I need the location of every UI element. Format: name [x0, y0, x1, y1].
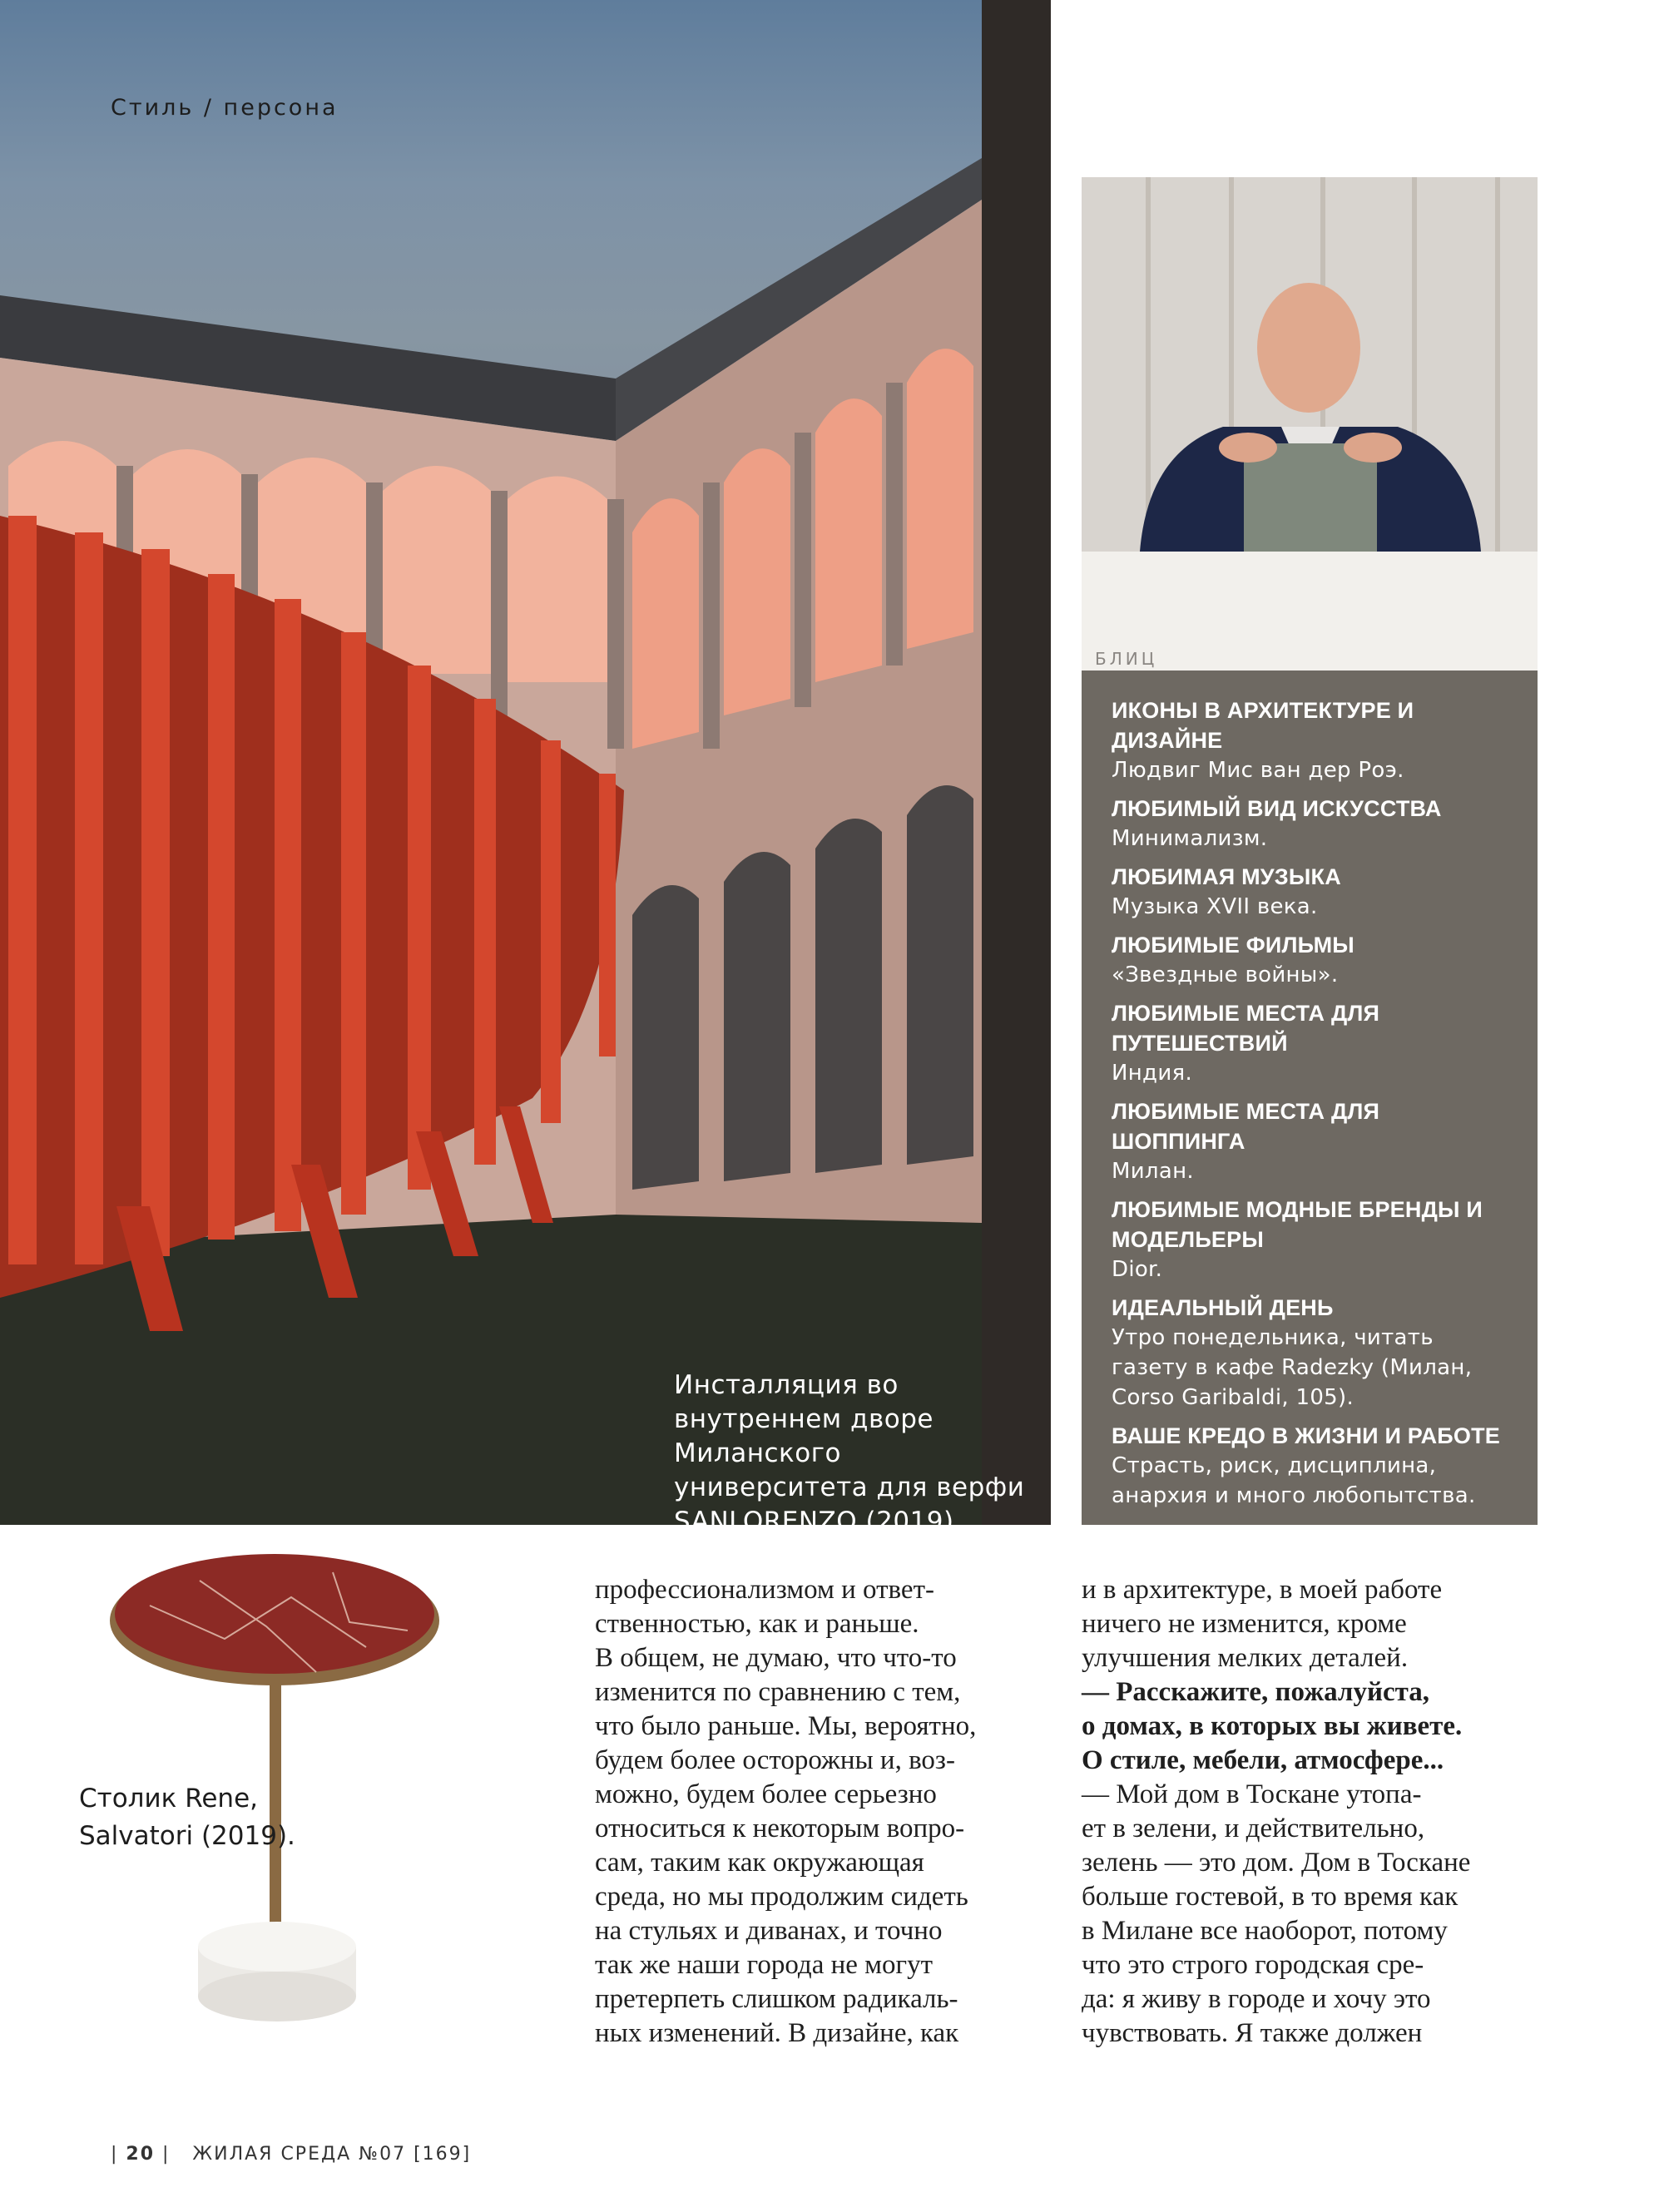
text-line: профессионализмом и ответ-	[595, 1575, 934, 1605]
text-line: улучшения мелких деталей.	[1082, 1643, 1409, 1673]
text-line: относиться к некоторым вопро-	[595, 1814, 965, 1843]
text-line: чувствовать. Я также должен	[1082, 2018, 1423, 2048]
qa-item	[1112, 794, 1513, 854]
blitz-label: БЛИЦ	[1095, 649, 1158, 669]
hero-photo	[0, 0, 1051, 1525]
qa-item	[1112, 1421, 1513, 1511]
text-line: ственностью, как и раньше.	[595, 1609, 919, 1639]
qa-answer: Милан.	[1112, 1159, 1194, 1184]
text-line: можно, будем более серьезно	[595, 1779, 937, 1809]
qa-question: ЛЮБИМЫЕ МЕСТА ДЛЯ ПУТЕШЕСТВИЙ	[1112, 1001, 1380, 1056]
qa-answer: Dior.	[1112, 1257, 1163, 1282]
qa-answer: Людвиг Мис ван дер Роэ.	[1112, 758, 1404, 783]
qa-item	[1112, 998, 1513, 1088]
text-line: претерпеть слишком радикаль-	[595, 1984, 958, 2014]
qa-item	[1112, 1195, 1513, 1284]
text-line: сам, таким как окружающая	[595, 1848, 924, 1878]
text-line: больше гостевой, в то время как	[1082, 1882, 1458, 1912]
text-line: — Мой дом в Тоскане утопа-	[1082, 1779, 1422, 1809]
qa-question: ИДЕАЛЬНЫЙ ДЕНЬ	[1112, 1295, 1334, 1320]
text-line: в Милане все наоборот, потому	[1082, 1916, 1448, 1946]
text-line: и в архитектуре, в моей работе	[1082, 1575, 1443, 1605]
interview-question-line: — Расскажите, пожалуйста,	[1082, 1677, 1429, 1707]
qa-question: ЛЮБИМЫЕ МОДНЫЕ БРЕНДЫ И МОДЕЛЬЕРЫ	[1112, 1197, 1483, 1252]
qa-answer: Страсть, риск, дисциплина, анархия и много любопытства.	[1112, 1453, 1476, 1508]
qa-item	[1112, 930, 1513, 990]
qa-answer: Индия.	[1112, 1061, 1193, 1086]
page-footer	[111, 2144, 471, 2165]
qa-question: ЛЮБИМАЯ МУЗЫКА	[1112, 864, 1341, 889]
text-line: так же наши города не могут	[595, 1950, 933, 1980]
article-column-right	[1082, 1573, 1539, 2051]
qa-item	[1112, 1096, 1513, 1186]
text-line: ных изменений. В дизайне, как	[595, 2018, 959, 2048]
text-line: на стульях и диванах, и точно	[595, 1916, 943, 1946]
qa-answer: Музыка XVII века.	[1112, 894, 1318, 919]
qa-question: ЛЮБИМЫЕ МЕСТА ДЛЯ ШОППИНГА	[1112, 1099, 1380, 1154]
courtyard-illustration	[0, 0, 1051, 1525]
qa-answer: Утро понедельника, читать газету в кафе Radezky (Милан, Corso Garibaldi, 105).	[1112, 1325, 1473, 1410]
product-caption: Столик Rene, Salvatori (2019).	[79, 1784, 295, 1851]
qa-item	[1112, 862, 1513, 922]
text-line: ет в зелени, и действительно,	[1082, 1814, 1425, 1843]
section-label: Стиль / персона	[111, 95, 339, 121]
text-line: В общем, не думаю, что что-то	[595, 1643, 957, 1673]
article-column-middle	[595, 1573, 1061, 2051]
qa-answer: Минимализм.	[1112, 826, 1268, 851]
footer-divider: |	[155, 2144, 193, 2165]
portrait-photo	[1082, 177, 1538, 671]
text-line: среда, но мы продолжим сидеть	[595, 1882, 968, 1912]
qa-item	[1112, 695, 1513, 785]
interview-question-line: о домах, в которых вы живете.	[1082, 1711, 1463, 1741]
text-line: изменится по сравнению с тем,	[595, 1677, 961, 1707]
page-number: 20	[126, 2144, 156, 2165]
qa-item	[1112, 1293, 1513, 1413]
qa-question: ИКОНЫ В АРХИТЕКТУРЕ И ДИЗАЙНЕ	[1112, 698, 1414, 753]
qa-question: ЛЮБИМЫЕ ФИЛЬМЫ	[1112, 933, 1354, 958]
portrait-illustration	[1082, 177, 1538, 671]
footer-divider: |	[111, 2144, 126, 2165]
text-line: зелень — это дом. Дом в Тоскане	[1082, 1848, 1471, 1878]
text-line: будем более осторожны и, воз-	[595, 1745, 955, 1775]
hero-caption: Инсталляция во внутреннем дворе Миланского университета для верфи SANLORENZO (2019).	[674, 1370, 1025, 1537]
blitz-sidebar	[1082, 671, 1538, 1525]
qa-question: ВАШЕ КРЕДО В ЖИЗНИ И РАБОТЕ	[1112, 1423, 1501, 1448]
text-line: что это строго городская сре-	[1082, 1950, 1424, 1980]
text-line: что было раньше. Мы, вероятно,	[595, 1711, 977, 1741]
text-line: ничего не изменится, кроме	[1082, 1609, 1407, 1639]
interview-question-line: О стиле, мебели, атмосфере...	[1082, 1745, 1444, 1775]
text-line: да: я живу в городе и хочу это	[1082, 1984, 1431, 2014]
qa-question: ЛЮБИМЫЙ ВИД ИСКУССТВА	[1112, 796, 1442, 821]
qa-answer: «Звездные войны».	[1112, 962, 1339, 987]
magazine-name: ЖИЛАЯ СРЕДА №07 [169]	[192, 2144, 472, 2165]
